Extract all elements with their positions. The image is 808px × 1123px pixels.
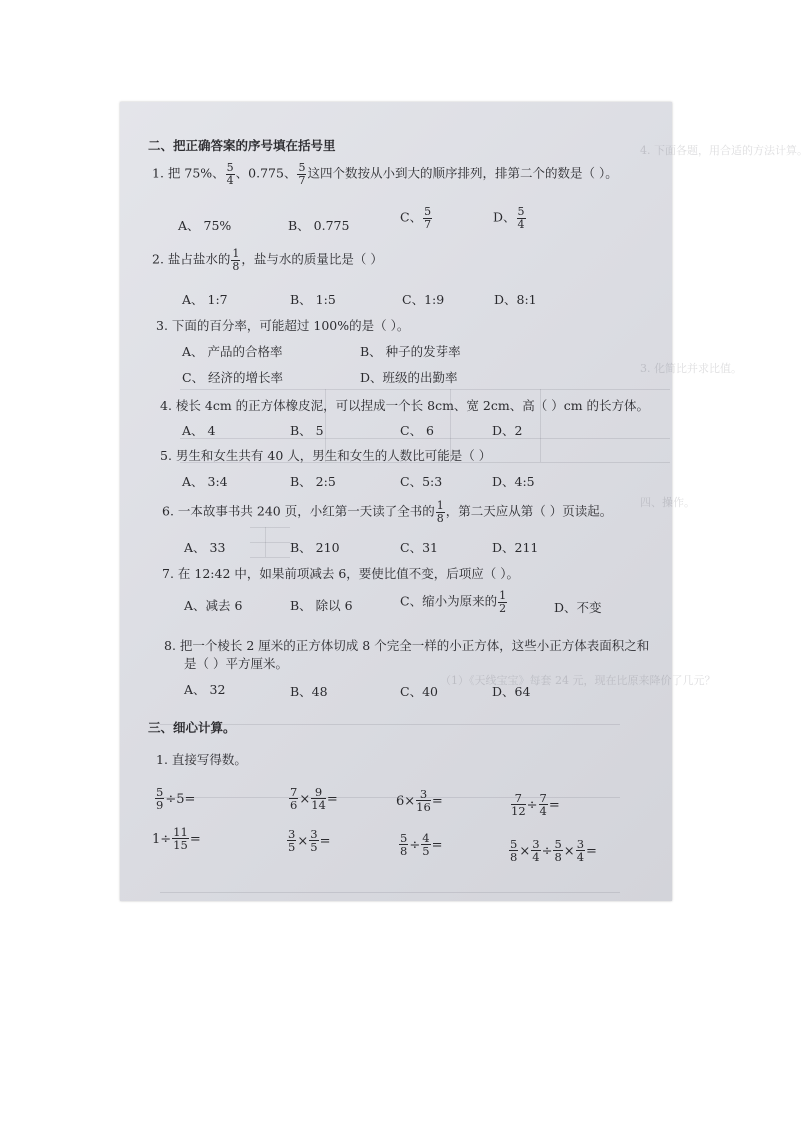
fraction: $\frac{7}{6}$ [290, 785, 298, 813]
fraction: $\frac{7}{12}$ [511, 791, 526, 819]
question-7: 7. 在 12:42 中，如果前项减去 6，要使比值不变，后项应（ ）。 [162, 566, 520, 581]
exam-sheet [120, 102, 808, 901]
bleed-text: （1）《天线宝宝》每套 24 元，现在比原来降价了几元？ [440, 674, 716, 687]
bleed-line [250, 542, 290, 543]
bleed-text: 4. 下面各题，用合适的方法计算。 [640, 144, 808, 157]
expression-6: $\frac{3}{5}$ × $\frac{3}{5}$ = [288, 827, 331, 855]
bleed-text: 四、操作。 [640, 496, 695, 509]
q8-option-b: B、48 [290, 684, 328, 699]
q8-option-d: D、64 [492, 684, 531, 699]
question-2: 2. 盐占盐水的 $\frac{1}{8}$ ，盐与水的质量比是（ ） [152, 247, 383, 273]
fraction: $\frac{5}{8}$ [510, 837, 518, 865]
bleed-line [160, 892, 620, 893]
fraction: $\frac{3}{5}$ [310, 827, 318, 855]
q4-option-b: B、 5 [290, 423, 324, 438]
q7-option-b: B、 除以 6 [290, 598, 353, 613]
fraction: $\frac{1}{8}$ [436, 499, 444, 525]
fraction: $\frac{5}{8}$ [400, 831, 408, 859]
fraction: $\frac{1}{2}$ [499, 589, 507, 615]
section3-title: 三、细心计算。 [148, 720, 236, 735]
q1-option-a: A、 75% [178, 218, 232, 233]
question-3: 3. 下面的百分率，可能超过 100%的是（ ）。 [156, 318, 410, 333]
fraction: $\frac{9}{14}$ [311, 785, 326, 813]
q1-option-d: D、 $\frac{5}{4}$ [493, 205, 525, 231]
expression-8: $\frac{5}{8}$ × $\frac{3}{4}$ ÷ $\frac{5}{8}$ × $\frac{3}{4}$ = [510, 837, 597, 865]
fraction: $\frac{1}{8}$ [232, 247, 240, 273]
q3-option-a: A、 产品的合格率 [182, 344, 283, 359]
q4-option-a: A、 4 [182, 423, 216, 438]
q2-option-d: D、8:1 [494, 292, 537, 307]
fraction: $\frac{3}{4}$ [576, 837, 585, 865]
expression-4: $\frac{7}{12}$ ÷ $\frac{7}{4}$ = [511, 791, 560, 819]
q7-option-c: C、缩小为原来的 $\frac{1}{2}$ [400, 589, 507, 615]
q6-option-d: D、211 [492, 540, 539, 555]
q5-option-a: A、 3:4 [182, 474, 228, 489]
q4-option-d: D、2 [492, 423, 523, 438]
q7-option-d: D、不变 [554, 600, 602, 615]
question-8-line1: 8. 把一个棱长 2 厘米的正方体切成 8 个完全一样的小正方体，这些小正方体表面积之和 [164, 638, 650, 653]
q8-option-a: A、 32 [184, 682, 226, 697]
expression-1: $\frac{5}{9}$ ÷5= [156, 785, 196, 813]
fraction: $\frac{3}{16}$ [416, 787, 431, 815]
question-4: 4. 棱长 4cm 的正方体橡皮泥，可以捏成一个长 8cm、宽 2cm、高（ ）cm 的长方体。 [160, 398, 650, 413]
fraction: $\frac{3}{5}$ [288, 827, 296, 855]
q3-option-c: C、 经济的增长率 [182, 370, 284, 385]
question-5: 5. 男生和女生共有 40 人，男生和女生的人数比可能是（ ） [160, 448, 492, 463]
expression-7: $\frac{5}{8}$ ÷ $\frac{4}{5}$ = [400, 831, 443, 859]
q5-option-b: B、 2:5 [290, 474, 336, 489]
section3-subtitle: 1. 直接写得数。 [156, 752, 247, 767]
expression-5: 1÷ $\frac{11}{15}$ = [152, 825, 201, 853]
q5-option-d: D、4:5 [492, 474, 535, 489]
bleed-line [250, 557, 290, 558]
bleed-text: 3. 化简比并求比值。 [640, 362, 742, 375]
q1-option-c: C、 $\frac{5}{7}$ [400, 205, 432, 231]
fraction: $\frac{3}{4}$ [532, 837, 540, 865]
fraction: $\frac{7}{4}$ [539, 791, 547, 819]
fraction: $\frac{11}{15}$ [173, 825, 188, 853]
q2-option-a: A、 1:7 [182, 292, 228, 307]
q2-option-b: B、 1:5 [290, 292, 336, 307]
q3-option-d: D、班级的出勤率 [360, 370, 458, 385]
q6-option-c: C、31 [400, 540, 438, 555]
q4-option-c: C、 6 [400, 423, 434, 438]
fraction: $\frac{4}{5}$ [422, 831, 430, 859]
bleed-line [250, 527, 290, 528]
question-1: 1. 把 75%、 $\frac{5}{4}$ 、0.775、 $\frac{5}{7}$ 这四个数按从小到大的顺序排列，排第二个的数是（ ）。 [152, 161, 618, 187]
q7-option-a: A、减去 6 [184, 598, 243, 613]
question-6: 6. 一本故事书共 240 页，小红第一天读了全书的 $\frac{1}{8}$ ，第二天应从第（ ）页读起。 [162, 499, 613, 525]
expression-2: $\frac{7}{6}$ × $\frac{9}{14}$ = [290, 785, 338, 813]
bleed-line [265, 527, 266, 557]
question-8-line2: 是（ ）平方厘米。 [184, 656, 288, 671]
fraction: $\frac{5}{8}$ [554, 837, 562, 865]
q6-option-b: B、 210 [290, 540, 340, 555]
fraction: $\frac{5}{9}$ [156, 785, 164, 813]
section2-title: 二、把正确答案的序号填在括号里 [148, 138, 336, 153]
q6-option-a: A、 33 [184, 540, 226, 555]
bleed-line [180, 389, 670, 390]
fraction: $\frac{5}{7}$ [298, 161, 306, 187]
fraction: $\frac{5}{4}$ [517, 205, 525, 231]
q3-option-b: B、 种子的发芽率 [360, 344, 461, 359]
fraction: $\frac{5}{7}$ [424, 205, 432, 231]
q1-option-b: B、 0.775 [288, 218, 350, 233]
fraction: $\frac{5}{4}$ [226, 161, 234, 187]
q8-option-c: C、40 [400, 684, 438, 699]
expression-3: 6× $\frac{3}{16}$ = [396, 787, 443, 815]
q5-option-c: C、5:3 [400, 474, 443, 489]
q2-option-c: C、1:9 [402, 292, 445, 307]
